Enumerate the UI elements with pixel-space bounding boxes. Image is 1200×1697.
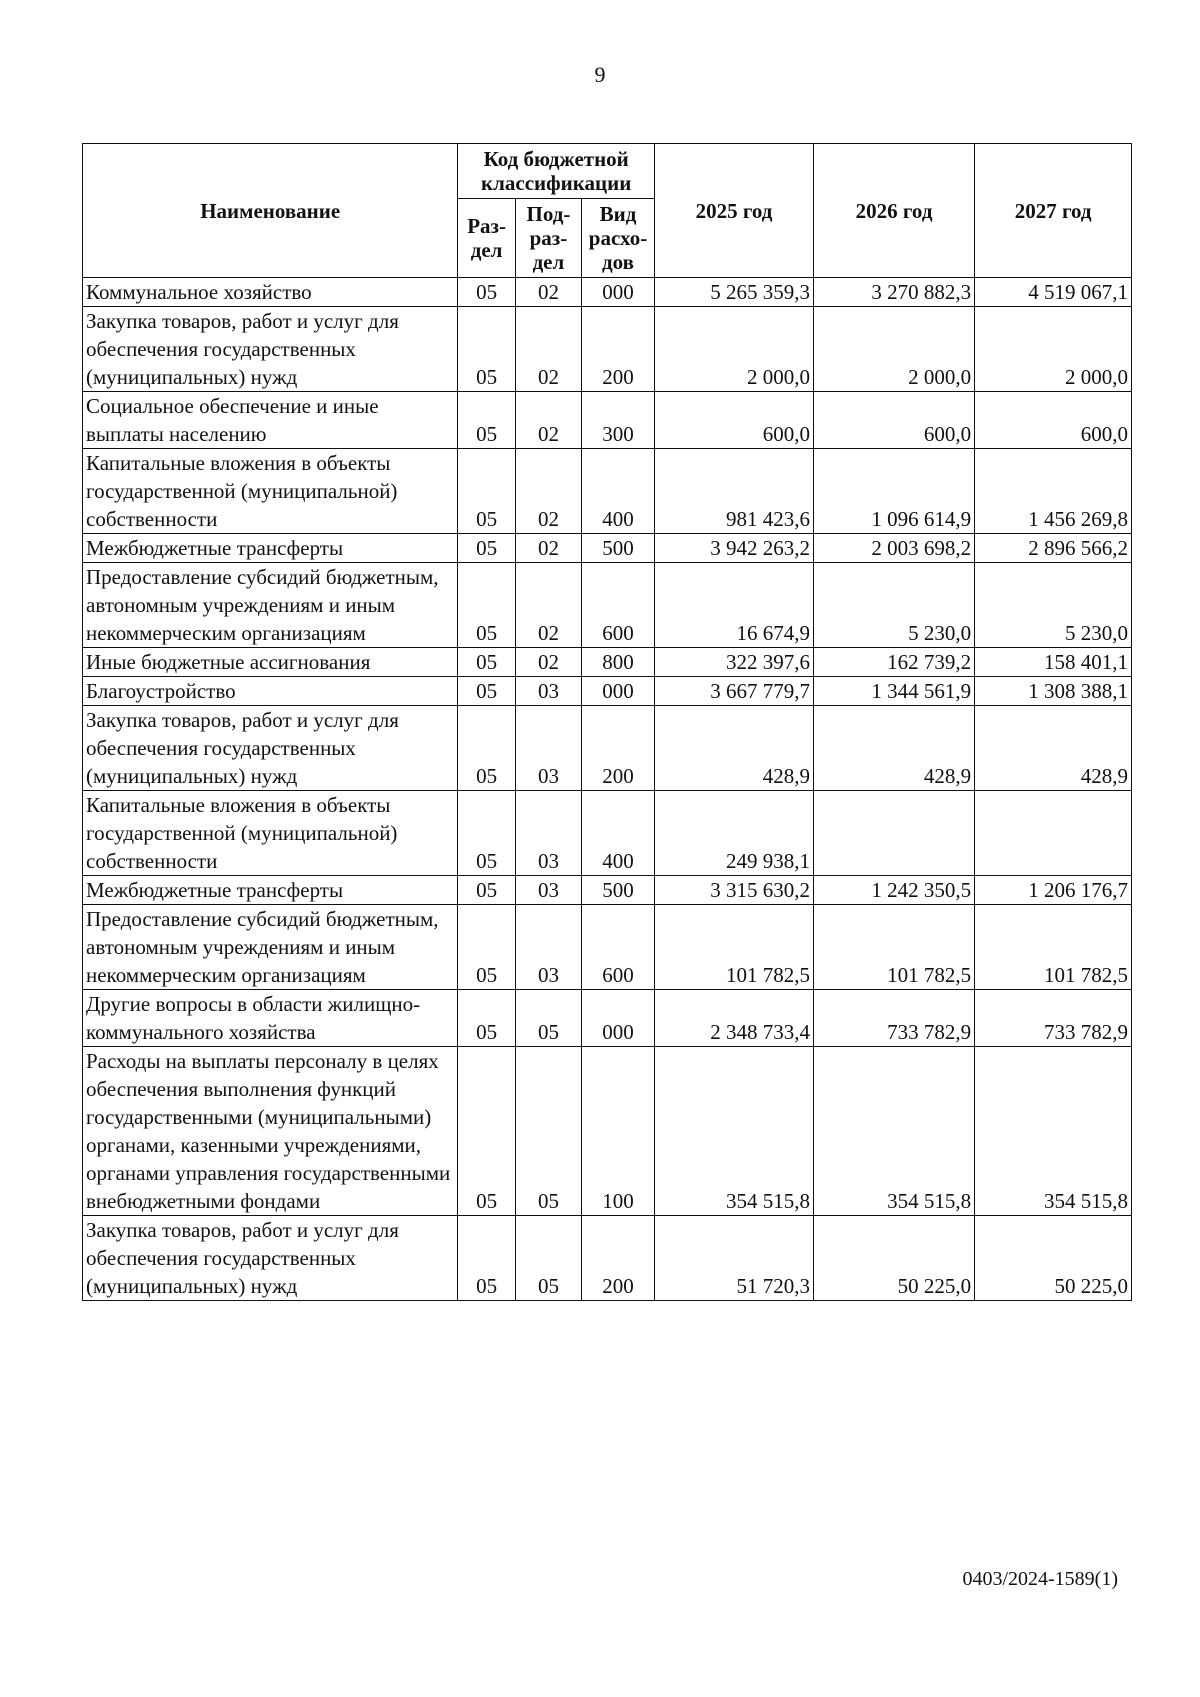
header-name: Наименование [83,144,458,278]
header-vid: Вид расхо- дов [582,199,655,278]
table-row [83,990,1132,1047]
table-row [83,1216,1132,1301]
row-value-2026 [813,791,974,876]
row-value-2027: 158 401,1 [975,648,1132,677]
row-name: Закупка товаров, работ и услуг для обеспечения государственных (муниципальных) нужд [83,307,458,392]
row-value-2027: 733 782,9 [975,990,1132,1047]
row-vid: 200 [582,307,655,392]
row-razdel: 05 [458,534,515,563]
row-podrazdel: 03 [515,905,581,990]
header-code-group: Код бюджетной классификации [458,144,655,199]
header-year-2027: 2027 год [975,144,1132,278]
row-podrazdel: 02 [515,278,581,307]
row-name: Другие вопросы в области жилищно-коммунального хозяйства [83,990,458,1047]
row-value-2025: 51 720,3 [654,1216,813,1301]
document-code: 0403/2024-1589(1) [962,1568,1118,1590]
row-value-2025: 2 348 733,4 [654,990,813,1047]
row-podrazdel: 02 [515,449,581,534]
row-podrazdel: 02 [515,392,581,449]
row-name: Коммунальное хозяйство [83,278,458,307]
row-podrazdel: 03 [515,677,581,706]
row-name: Социальное обеспечение и иные выплаты населению [83,392,458,449]
row-value-2025: 354 515,8 [654,1047,813,1216]
row-razdel: 05 [458,791,515,876]
row-razdel: 05 [458,648,515,677]
row-value-2026: 3 270 882,3 [813,278,974,307]
table-row [83,905,1132,990]
row-value-2026: 1 242 350,5 [813,876,974,905]
table-row [83,392,1132,449]
row-vid: 200 [582,706,655,791]
table-row [83,563,1132,648]
row-value-2027: 50 225,0 [975,1216,1132,1301]
row-razdel: 05 [458,706,515,791]
row-podrazdel: 05 [515,1047,581,1216]
row-razdel: 05 [458,278,515,307]
row-name: Капитальные вложения в объекты государственной (муниципальной) собственности [83,791,458,876]
row-razdel: 05 [458,1216,515,1301]
row-value-2025: 3 667 779,7 [654,677,813,706]
row-podrazdel: 02 [515,563,581,648]
row-razdel: 05 [458,1047,515,1216]
row-vid: 200 [582,1216,655,1301]
row-vid: 500 [582,876,655,905]
table-row [83,534,1132,563]
row-value-2027: 1 308 388,1 [975,677,1132,706]
row-value-2025: 981 423,6 [654,449,813,534]
row-name: Благоустройство [83,677,458,706]
row-value-2025: 5 265 359,3 [654,278,813,307]
row-vid: 600 [582,905,655,990]
row-vid: 100 [582,1047,655,1216]
table-row [83,677,1132,706]
budget-table [82,143,1132,1301]
header-podrazdel: Под- раз- дел [515,199,581,278]
row-value-2025: 2 000,0 [654,307,813,392]
row-value-2027: 354 515,8 [975,1047,1132,1216]
row-name: Предоставление субсидий бюджетным, автономным учреждениям и иным некоммерческим организациям [83,563,458,648]
table-row [83,876,1132,905]
row-podrazdel: 02 [515,534,581,563]
table-row [83,278,1132,307]
row-value-2027: 101 782,5 [975,905,1132,990]
row-vid: 600 [582,563,655,648]
row-value-2027: 2 896 566,2 [975,534,1132,563]
row-value-2026: 2 003 698,2 [813,534,974,563]
table-body [83,278,1132,1301]
row-vid: 300 [582,392,655,449]
row-podrazdel: 05 [515,990,581,1047]
row-value-2027: 2 000,0 [975,307,1132,392]
row-value-2027: 1 206 176,7 [975,876,1132,905]
row-vid: 800 [582,648,655,677]
table-row [83,648,1132,677]
row-razdel: 05 [458,677,515,706]
row-podrazdel: 05 [515,1216,581,1301]
row-name: Иные бюджетные ассигнования [83,648,458,677]
row-razdel: 05 [458,449,515,534]
row-name: Закупка товаров, работ и услуг для обеспечения государственных (муниципальных) нужд [83,706,458,791]
row-value-2027: 4 519 067,1 [975,278,1132,307]
row-razdel: 05 [458,392,515,449]
row-razdel: 05 [458,307,515,392]
row-razdel: 05 [458,563,515,648]
row-value-2026: 162 739,2 [813,648,974,677]
row-value-2026: 733 782,9 [813,990,974,1047]
row-value-2025: 16 674,9 [654,563,813,648]
row-podrazdel: 03 [515,876,581,905]
row-value-2025: 3 942 263,2 [654,534,813,563]
row-podrazdel: 03 [515,791,581,876]
row-value-2026: 1 344 561,9 [813,677,974,706]
table-row [83,706,1132,791]
row-value-2027: 1 456 269,8 [975,449,1132,534]
row-value-2026: 50 225,0 [813,1216,974,1301]
row-value-2026: 428,9 [813,706,974,791]
header-year-2026: 2026 год [813,144,974,278]
table-row [83,449,1132,534]
row-value-2025: 3 315 630,2 [654,876,813,905]
row-podrazdel: 03 [515,706,581,791]
row-vid: 400 [582,449,655,534]
row-razdel: 05 [458,905,515,990]
row-name: Закупка товаров, работ и услуг для обеспечения государственных (муниципальных) нужд [83,1216,458,1301]
row-podrazdel: 02 [515,307,581,392]
row-razdel: 05 [458,990,515,1047]
row-value-2025: 249 938,1 [654,791,813,876]
row-value-2027: 600,0 [975,392,1132,449]
row-value-2026: 101 782,5 [813,905,974,990]
row-value-2025: 322 397,6 [654,648,813,677]
row-value-2025: 428,9 [654,706,813,791]
row-value-2026: 1 096 614,9 [813,449,974,534]
row-vid: 000 [582,677,655,706]
table-row [83,1047,1132,1216]
row-value-2027: 428,9 [975,706,1132,791]
row-podrazdel: 02 [515,648,581,677]
row-vid: 000 [582,990,655,1047]
row-value-2026: 2 000,0 [813,307,974,392]
row-vid: 500 [582,534,655,563]
header-razdel: Раз- дел [458,199,515,278]
row-name: Межбюджетные трансферты [83,876,458,905]
table-row [83,307,1132,392]
row-name: Предоставление субсидий бюджетным, автономным учреждениям и иным некоммерческим организациям [83,905,458,990]
header-year-2025: 2025 год [654,144,813,278]
row-value-2026: 600,0 [813,392,974,449]
row-vid: 400 [582,791,655,876]
row-name: Расходы на выплаты персоналу в целях обеспечения выполнения функций государственными (муниципальными) органами, казенными учреждениями, органами управления государственными внебюджетными фондами [83,1047,458,1216]
row-value-2027 [975,791,1132,876]
row-name: Капитальные вложения в объекты государственной (муниципальной) собственности [83,449,458,534]
row-vid: 000 [582,278,655,307]
row-name: Межбюджетные трансферты [83,534,458,563]
row-value-2026: 5 230,0 [813,563,974,648]
table-row [83,791,1132,876]
row-value-2025: 600,0 [654,392,813,449]
page-number: 9 [594,62,606,87]
row-razdel: 05 [458,876,515,905]
row-value-2026: 354 515,8 [813,1047,974,1216]
row-value-2027: 5 230,0 [975,563,1132,648]
row-value-2025: 101 782,5 [654,905,813,990]
